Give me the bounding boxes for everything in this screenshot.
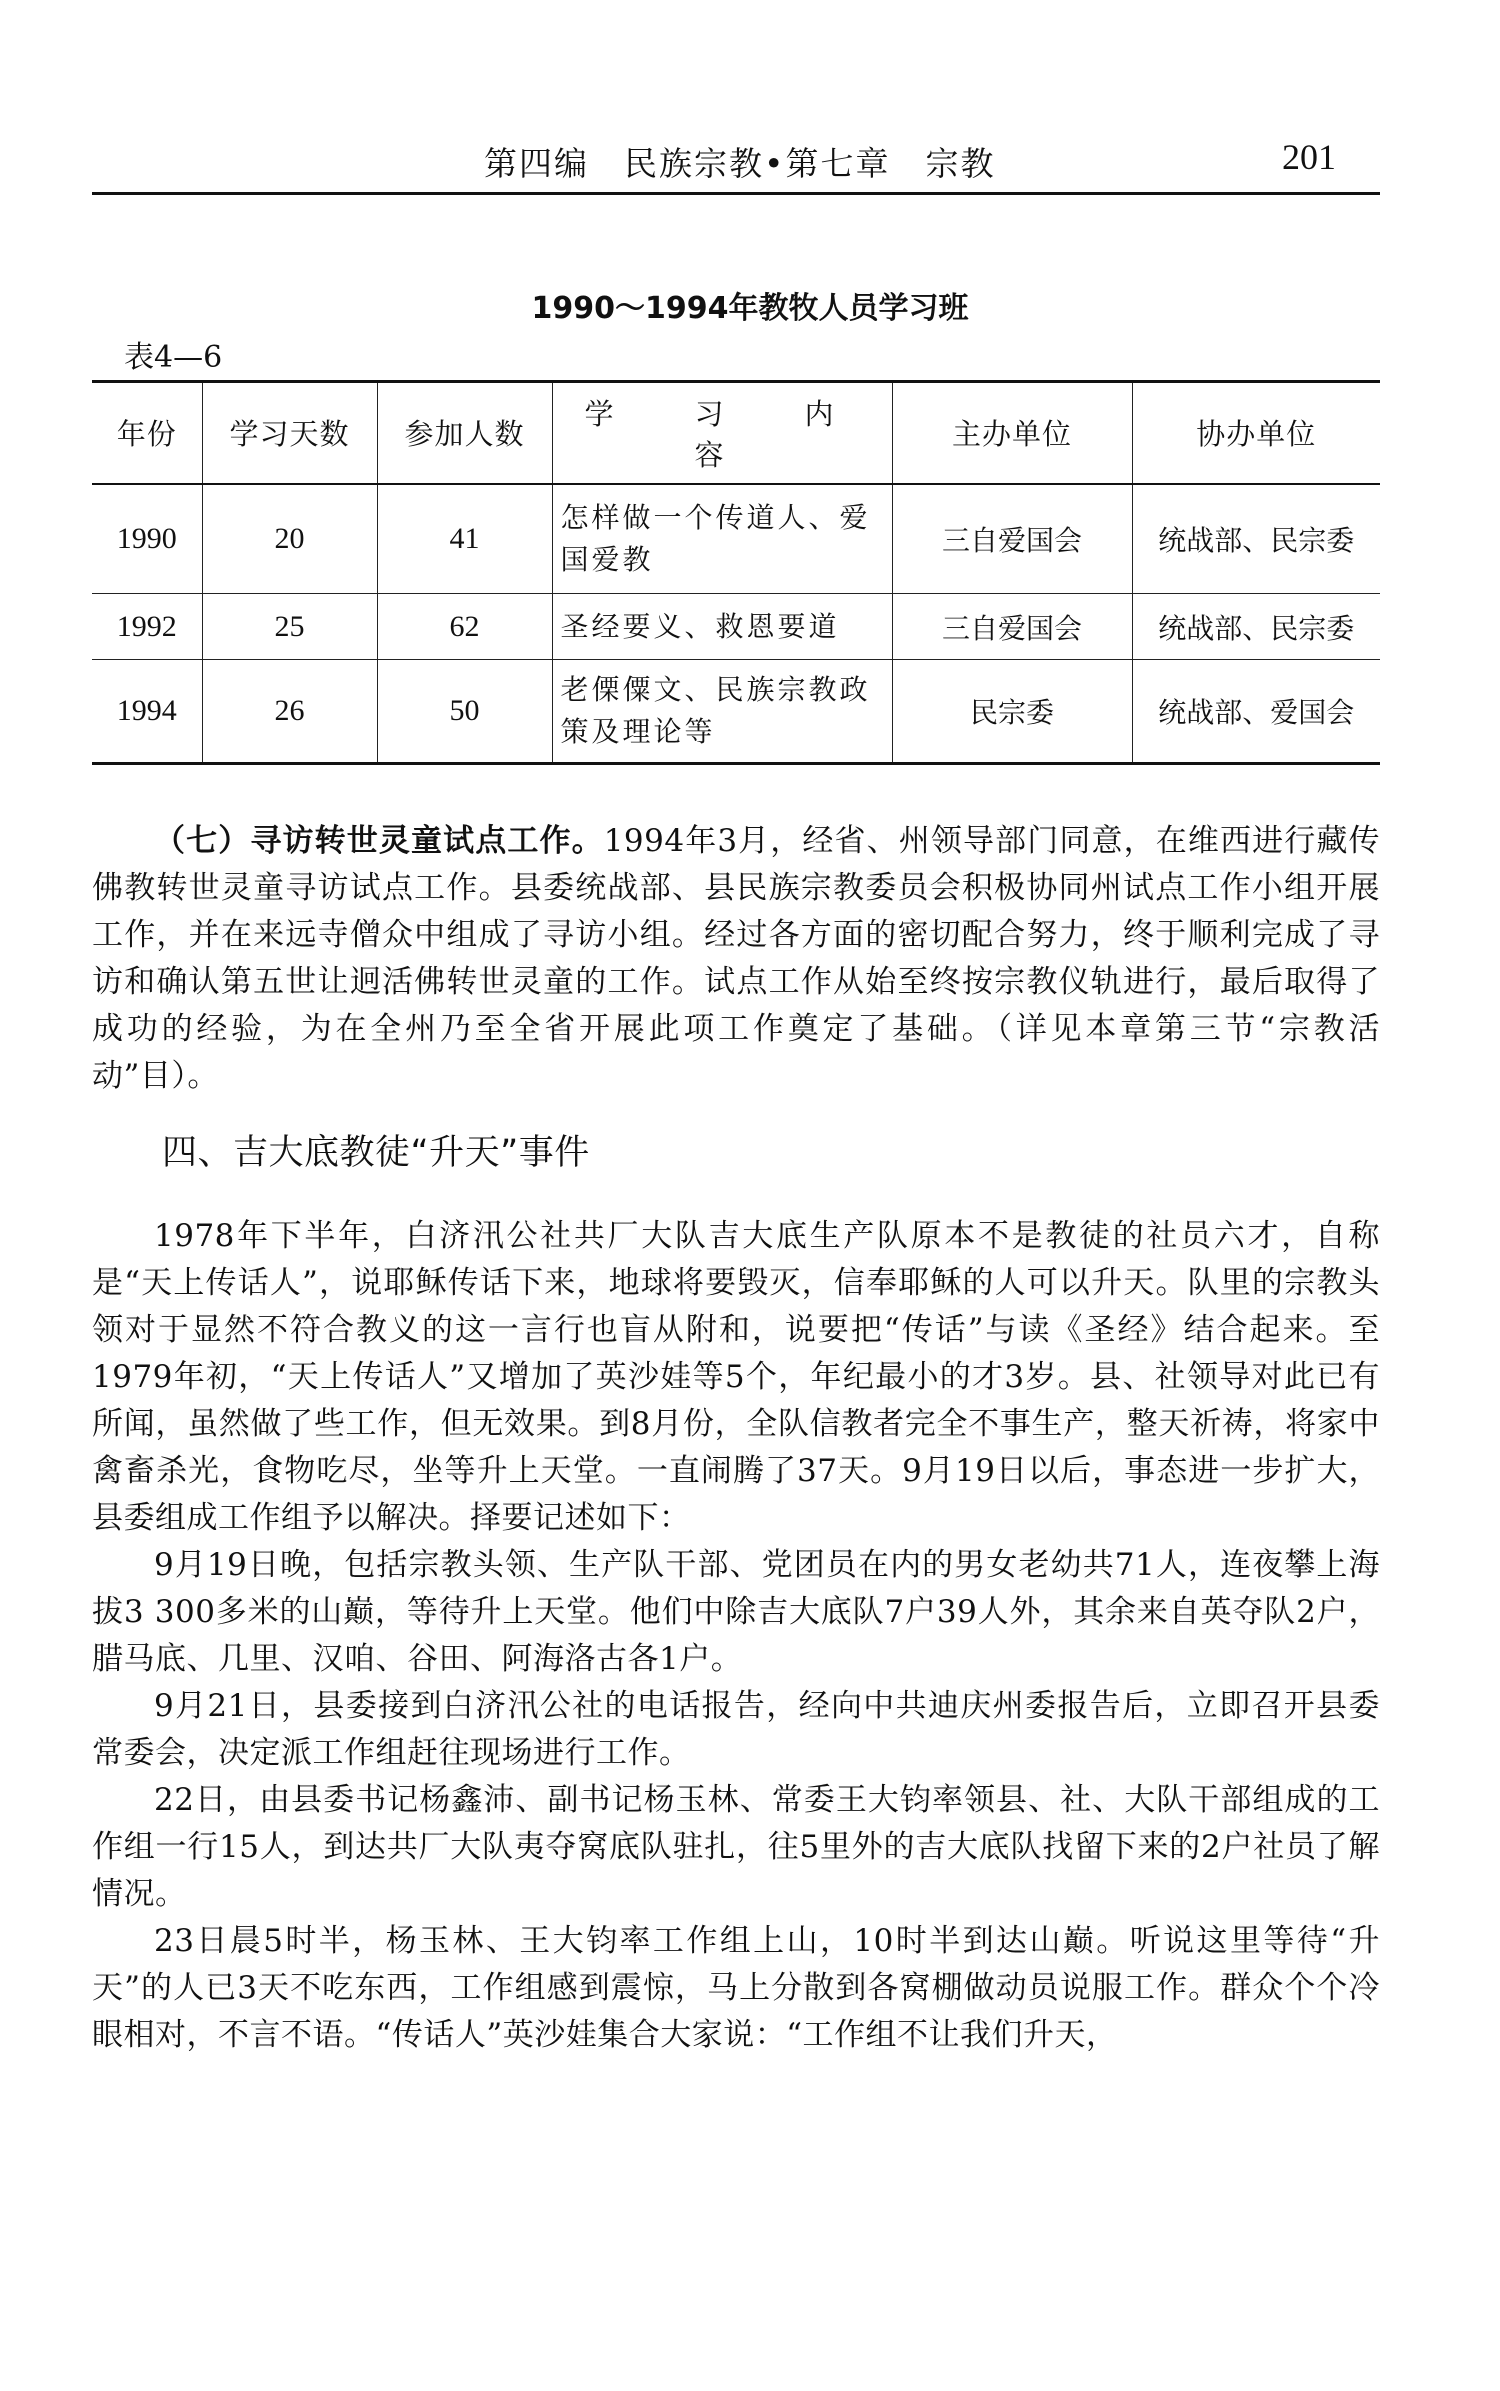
table-label: 表4—6	[124, 340, 223, 375]
paragraph: 9月21日，县委接到白济汛公社的电话报告，经向中共迪庆州委报告后，立即召开县委常委会，决定派工作组赶往现场进行工作。	[92, 1688, 1380, 1771]
table-cell: 三自爱国会	[892, 484, 1132, 594]
paragraph: 22日，由县委书记杨鑫沛、副书记杨玉林、常委王大钧率领县、社、大队干部组成的工作组一行15人，到达共厂大队夷夺窝底队驻扎，往5里外的吉大底队找留下来的2户社员了解情况。	[92, 1782, 1380, 1912]
table-cell: 1990	[92, 484, 202, 594]
body-text	[92, 818, 1380, 2059]
table-cell: 怎样做一个传道人、爱国爱教	[552, 484, 892, 594]
table-cell: 41	[377, 484, 552, 594]
table-cell: 1992	[92, 594, 202, 660]
running-header-title: 第四编 民族宗教•第七章 宗教	[484, 144, 996, 183]
table-row	[92, 594, 1380, 660]
table-cell: 民宗委	[892, 660, 1132, 764]
column-header: 主办单位	[892, 382, 1132, 484]
table-cell: 25	[202, 594, 377, 660]
column-header: 参加人数	[377, 382, 552, 484]
study-class-table	[92, 380, 1380, 765]
paragraph: 9月19日晚，包括宗教头领、生产队干部、党团员在内的男女老幼共71人，连夜攀上海拔3 300多米的山巅，等待升上天堂。他们中除吉大底队7户39人外，其余来自英夺队2户，腊马底、几里、汉咱、谷田、阿海洛古各1户。	[92, 1547, 1380, 1677]
table-header-row	[92, 382, 1380, 484]
table-row	[92, 660, 1380, 764]
column-header: 协办单位	[1132, 382, 1380, 484]
table-cell: 统战部、爱国会	[1132, 660, 1380, 764]
table-cell: 50	[377, 660, 552, 764]
table-cell: 1994	[92, 660, 202, 764]
paragraph-text: 1994年3月，经省、州领导部门同意，在维西进行藏传佛教转世灵童寻访试点工作。县委统战部、县民族宗教委员会积极协同州试点工作小组开展工作，并在来远寺僧众中组成了寻访小组。经过各方面的密切配合努力，终于顺利完成了寻访和确认第五世让迥活佛转世灵童的工作。试点工作从始至终按宗教仪轨进行，最后取得了成功的经验，为在全州乃至全省开展此项工作奠定了基础。（详见本章第三节“宗教活动”目）。	[92, 823, 1380, 1094]
table-cell: 统战部、民宗委	[1132, 594, 1380, 660]
table-cell: 20	[202, 484, 377, 594]
table-caption: 1990～1994年教牧人员学习班	[531, 291, 969, 326]
table-cell: 26	[202, 660, 377, 764]
page-number: 201	[1282, 137, 1336, 177]
column-header: 年份	[92, 382, 202, 484]
section-title: 四、吉大底教徒“升天”事件	[162, 1133, 590, 1173]
running-header	[92, 132, 1380, 195]
table-row	[92, 484, 1380, 594]
table-cell: 统战部、民宗委	[1132, 484, 1380, 594]
column-header: 学 习 内 容	[552, 382, 892, 484]
table-cell: 圣经要义、救恩要道	[552, 594, 892, 660]
table-cell: 三自爱国会	[892, 594, 1132, 660]
table-cell: 老傈僳文、民族宗教政策及理论等	[552, 660, 892, 764]
paragraph: 23日晨5时半，杨玉林、王大钧率工作组上山，10时半到达山巅。听说这里等待“升天”的人已3天不吃东西，工作组感到震惊，马上分散到各窝棚做动员说服工作。群众个个冷眼相对，不言不语。“传话人”英沙娃集合大家说：“工作组不让我们升天，	[92, 1923, 1380, 2053]
table-cell: 62	[377, 594, 552, 660]
paragraph-heading: （七）寻访转世灵童试点工作。	[154, 823, 604, 859]
column-header: 学习天数	[202, 382, 377, 484]
paragraph: 1978年下半年，白济汛公社共厂大队吉大底生产队原本不是教徒的社员六才，自称是“天上传话人”，说耶稣传话下来，地球将要毁灭，信奉耶稣的人可以升天。队里的宗教头领对于显然不符合教义的这一言行也盲从附和，说要把“传话”与读《圣经》结合起来。至1979年初，“天上传话人”又增加了英沙娃等5个，年纪最小的才3岁。县、社领导对此已有所闻，虽然做了些工作，但无效果。到8月份，全队信教者完全不事生产，整天祈祷，将家中禽畜杀光，食物吃尽，坐等升上天堂。一直闹腾了37天。9月19日以后，事态进一步扩大，县委组成工作组予以解决。择要记述如下：	[92, 1218, 1380, 1536]
paragraph	[92, 818, 1380, 1100]
